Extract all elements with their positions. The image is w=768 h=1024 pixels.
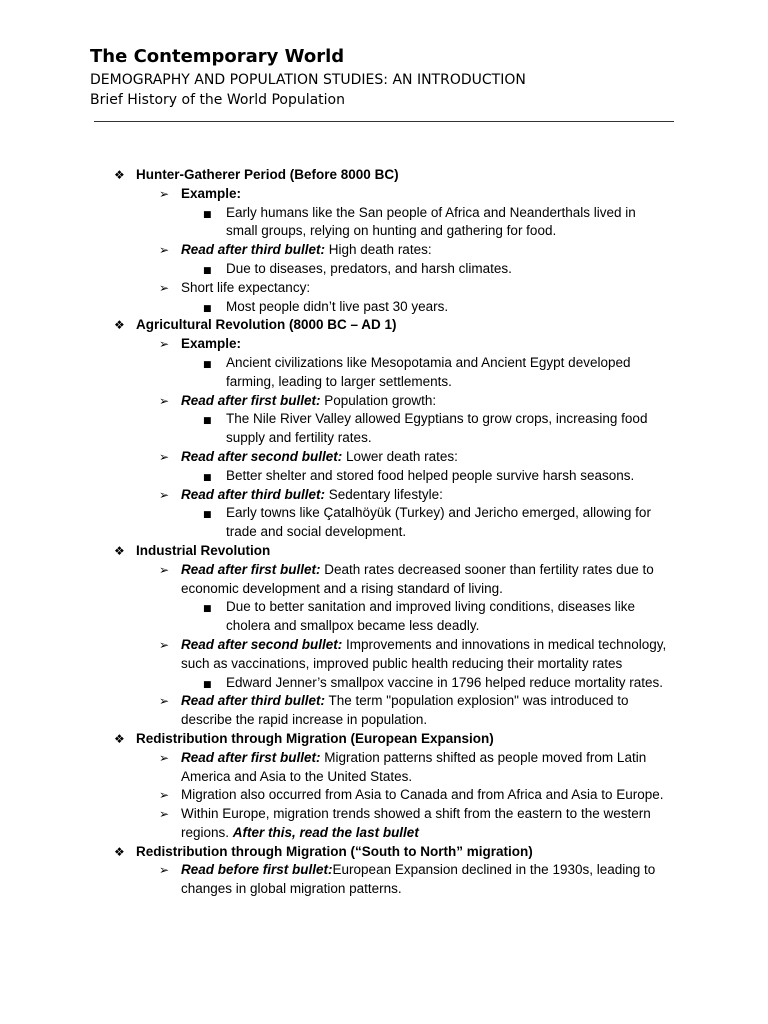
sub-list-item: ■ Due to better sanitation and improved living conditions, diseases like cholera and smallpox became less deadly.	[203, 599, 635, 634]
list-item: ➢ Read after first bullet: Population growth:	[0, 392, 768, 411]
sub-list-item: ■ The Nile River Valley allowed Egyptians to grow crops, increasing food supply and fertility rates.	[203, 411, 648, 446]
square-bullet-icon: ■	[203, 359, 212, 370]
document-subsubtitle: Brief History of the World Population	[90, 92, 345, 108]
section-heading: ❖ Redistribution through Migration (“South to North” migration)	[0, 843, 768, 862]
arrow-bullet-icon: ➢	[159, 449, 170, 464]
square-bullet-icon: ■	[203, 265, 212, 276]
list-item: ➢ Within Europe, migration trends showed a shift from the eastern to the western regions. After this, read the last bullet	[159, 806, 651, 840]
diamond-bullet-icon: ❖	[114, 168, 125, 182]
section-heading: ❖ Agricultural Revolution (8000 BC – AD 1)	[0, 316, 768, 335]
diamond-bullet-icon: ❖	[114, 731, 125, 746]
diamond-bullet-icon: ❖	[114, 318, 125, 333]
list-item: ➢ Example:	[0, 185, 768, 204]
sub-list-item: ■ Better shelter and stored food helped people survive harsh seasons.	[0, 467, 768, 486]
square-bullet-icon: ■	[203, 416, 212, 427]
header-divider	[94, 121, 674, 122]
list-item: ➢ Read after second bullet: Improvements and innovations in medical technology, such as vaccinations, improved public health reducing their mortality rates	[159, 636, 667, 671]
arrow-bullet-icon: ➢	[159, 562, 170, 577]
list-item: ➢ Example:	[0, 335, 768, 354]
section-heading: ❖ Redistribution through Migration (European Expansion)	[0, 730, 768, 749]
arrow-bullet-icon: ➢	[159, 393, 170, 408]
diamond-bullet-icon: ❖	[114, 543, 125, 558]
arrow-bullet-icon: ➢	[159, 788, 170, 803]
sub-list-item: ■ Ancient civilizations like Mesopotamia and Ancient Egypt developed farming, leading to larger settlements.	[203, 354, 631, 389]
square-bullet-icon: ■	[203, 209, 212, 220]
list-item: ➢ Read after third bullet: Sedentary lifestyle:	[0, 486, 768, 505]
sub-list-item: ■ Due to diseases, predators, and harsh climates.	[0, 260, 768, 279]
arrow-bullet-icon: ➢	[159, 807, 170, 822]
arrow-bullet-icon: ➢	[159, 186, 170, 201]
document-title: The Contemporary World	[90, 46, 345, 67]
list-item: ➢ Read after first bullet: Migration patterns shifted as people moved from Latin America and Asia to the United States.	[159, 749, 647, 784]
section-heading: ❖ Industrial Revolution	[0, 542, 768, 561]
square-bullet-icon: ■	[203, 303, 212, 314]
square-bullet-icon: ■	[203, 510, 212, 521]
sub-list-item: ■ Early humans like the San people of Africa and Neanderthals lived in small groups, relying on hunting and gathering for food.	[203, 204, 636, 239]
diamond-bullet-icon: ❖	[114, 844, 125, 859]
arrow-bullet-icon: ➢	[159, 637, 170, 652]
outline	[0, 166, 768, 899]
list-item: ➢ Read after third bullet: The term "population explosion" was introduced to describe the rapid increase in population.	[159, 693, 629, 728]
document-header	[90, 44, 680, 110]
list-item: ➢ Read after third bullet: High death rates:	[0, 241, 768, 260]
sub-list-item: ■ Early towns like Çatalhöyük (Turkey) and Jericho emerged, allowing for trade and social development.	[203, 505, 651, 540]
arrow-bullet-icon: ➢	[159, 694, 170, 709]
arrow-bullet-icon: ➢	[159, 750, 170, 765]
section-heading: ❖ Hunter-Gatherer Period (Before 8000 BC)	[0, 166, 768, 185]
list-item: ➢ Short life expectancy:	[0, 279, 768, 298]
square-bullet-icon: ■	[203, 604, 212, 615]
list-item: ➢ Migration also occurred from Asia to Canada and from Africa and Asia to Europe.	[0, 786, 768, 805]
arrow-bullet-icon: ➢	[159, 337, 170, 352]
sub-list-item: ■ Edward Jenner’s smallpox vaccine in 1796 helped reduce mortality rates.	[0, 674, 768, 693]
square-bullet-icon: ■	[203, 679, 212, 690]
arrow-bullet-icon: ➢	[159, 863, 170, 878]
square-bullet-icon: ■	[203, 472, 212, 483]
sub-list-item: ■ Most people didn’t live past 30 years.	[0, 298, 768, 317]
arrow-bullet-icon: ➢	[159, 487, 170, 502]
document-subtitle: DEMOGRAPHY AND POPULATION STUDIES: AN INTRODUCTION	[90, 72, 526, 88]
arrow-bullet-icon: ➢	[159, 243, 170, 258]
arrow-bullet-icon: ➢	[159, 280, 170, 295]
list-item: ➢ Read after second bullet: Lower death rates:	[0, 448, 768, 467]
list-item: ➢ Read after first bullet: Death rates decreased sooner than fertility rates due to economic development and a rising standard of living.	[159, 561, 654, 596]
list-item: ➢ Read before first bullet:European Expansion declined in the 1930s, leading to changes in global migration patterns.	[159, 862, 656, 897]
